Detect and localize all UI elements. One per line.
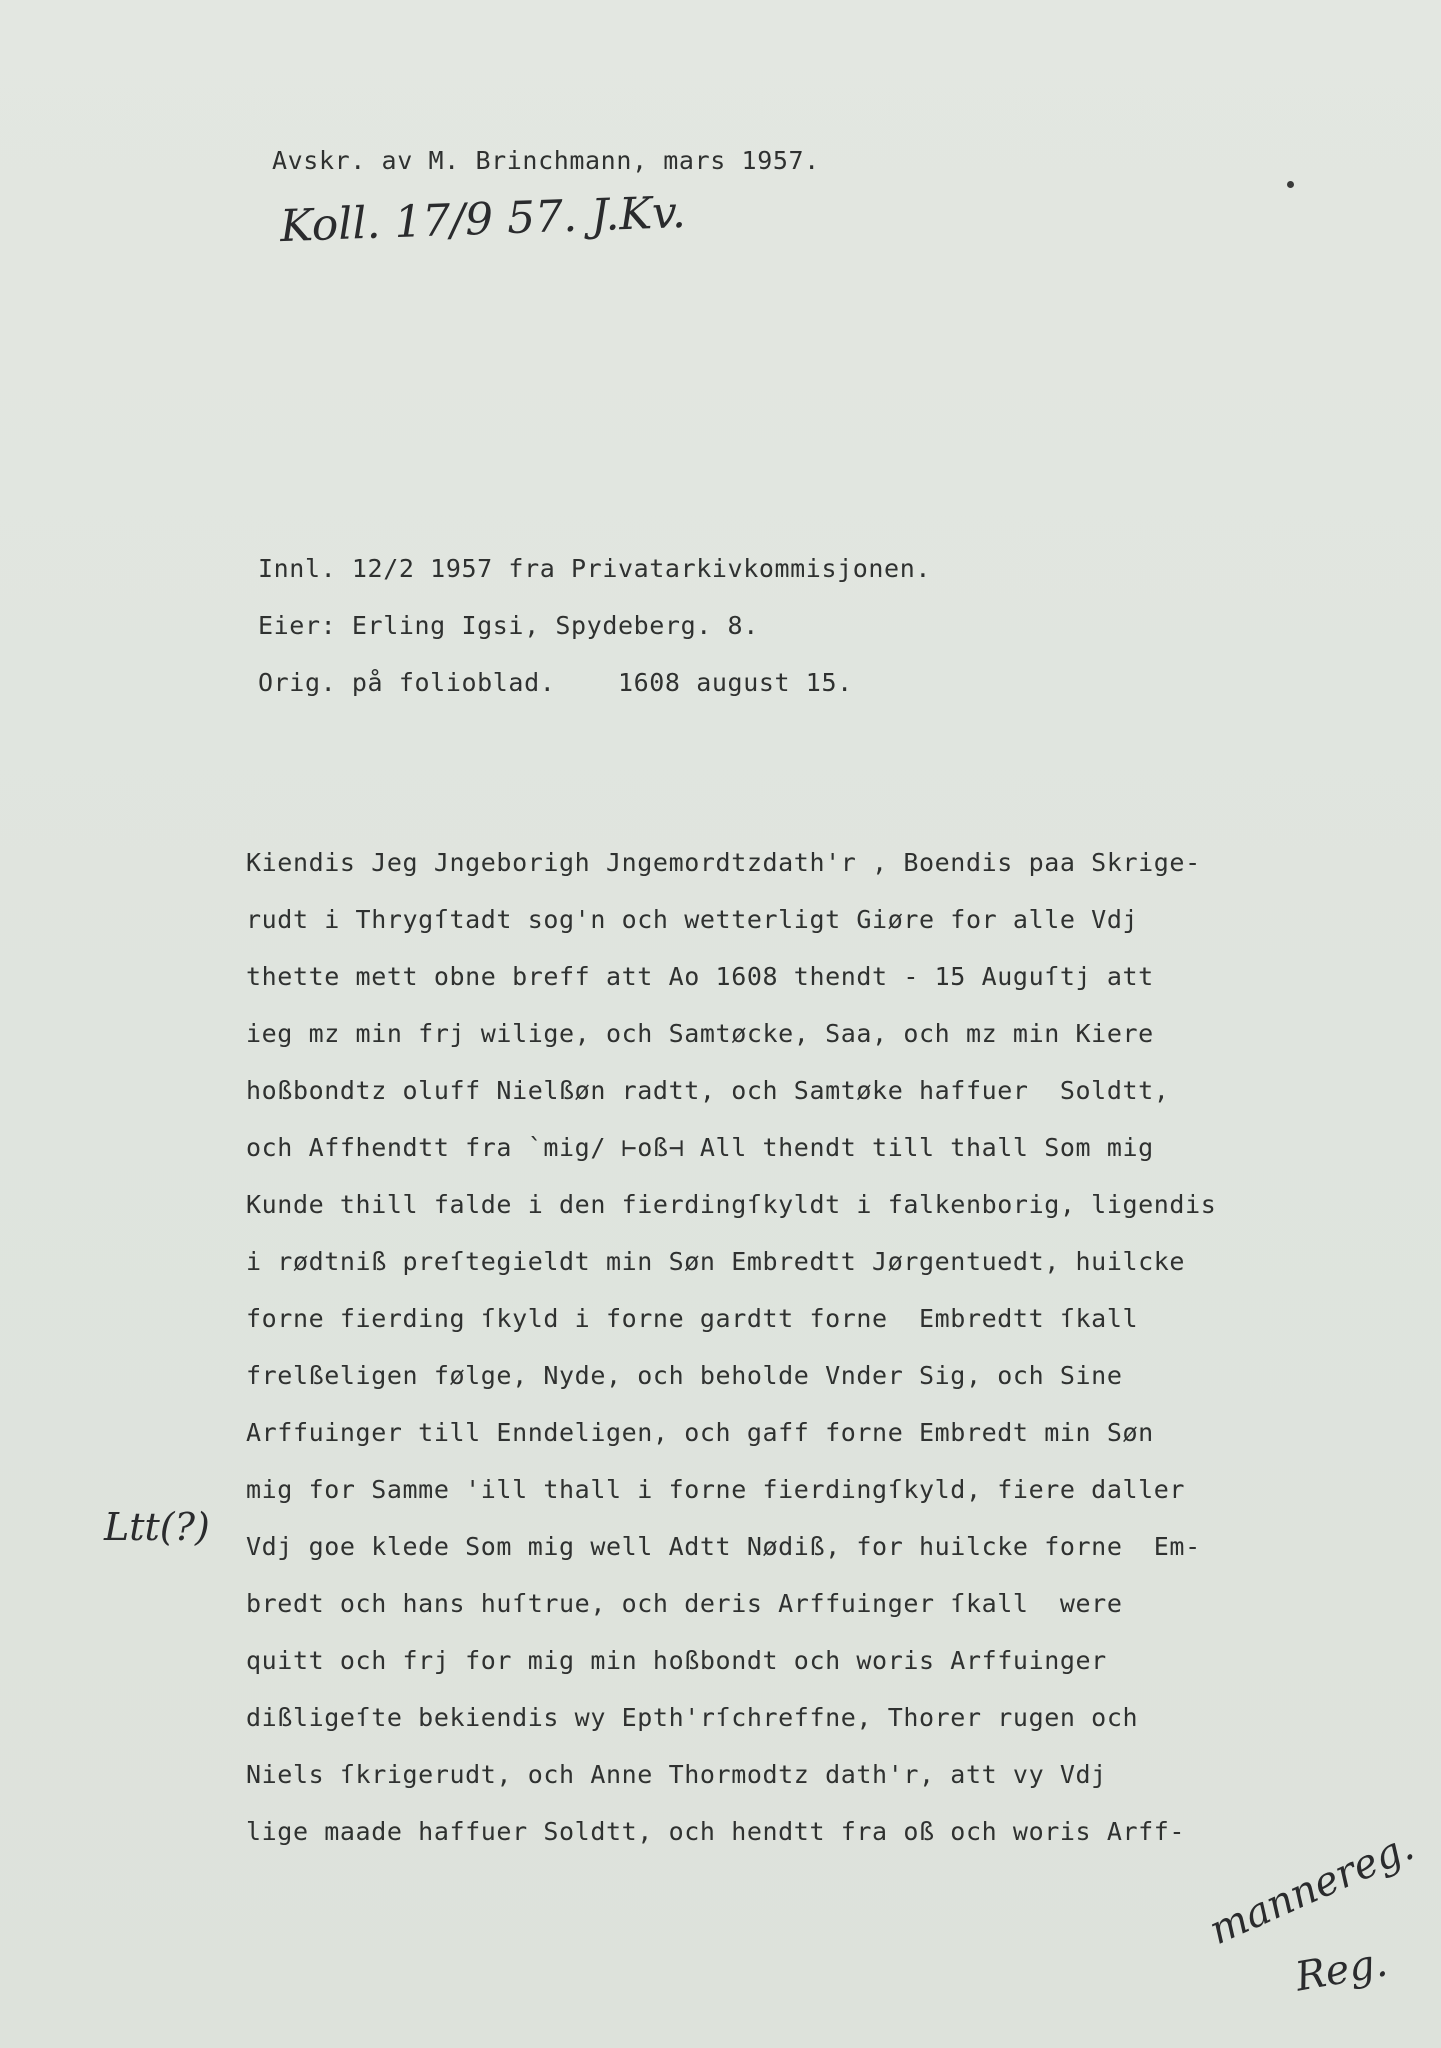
- margin-note-left: Ltt(?): [104, 1505, 210, 1549]
- body-line: quitt och frj for mig min hoßbondt och woris Arffuinger: [246, 1646, 1107, 1675]
- body-line: Kunde thill falde i den fierdingſkyldt i falkenborig, ligendis: [246, 1190, 1217, 1219]
- handwritten-check-note: Koll. 17/9 57. J.Kv.: [279, 186, 687, 253]
- body-line: hoßbondtz oluff Nielßøn radtt, och Samtøke haffuer Soldtt,: [246, 1076, 1170, 1105]
- transcription-note: Avskr. av M. Brinchmann, mars 1957.: [272, 146, 820, 175]
- body-line: dißligeſte bekiendis wy Epth'rſchreffne, Thorer rugen och: [246, 1703, 1139, 1732]
- body-line: Kiendis Jeg Jngeborigh Jngemordtzdath'r , Boendis paa Skrige-: [246, 848, 1201, 877]
- owner-line: Eier: Erling Igsi, Spydeberg. 8.: [258, 611, 759, 640]
- ink-dot: [1287, 181, 1294, 188]
- body-line: i rødtniß preſtegieldt min Søn Embredtt Jørgentuedt, huilcke: [246, 1247, 1186, 1276]
- body-line: Arffuinger till Enndeligen, och gaff forne Embredt min Søn: [246, 1418, 1154, 1447]
- body-line: lige maade haffuer Soldtt, och hendtt fra oß och woris Arff-: [246, 1817, 1186, 1846]
- body-line: ieg mz min frj wilige, och Samtøcke, Saa, och mz min Kiere: [246, 1019, 1154, 1048]
- body-line: och Affhendtt fra `mig/ ⊢oß⊣ All thendt till thall Som mig: [246, 1133, 1154, 1162]
- body-line: forne fierding ſkyld i forne gardtt forne Embredtt ſkall: [246, 1304, 1139, 1333]
- body-line: bredt och hans huſtrue, och deris Arffuinger ſkall were: [246, 1589, 1123, 1618]
- body-line: frelßeligen følge, Nyde, och beholde Vnder Sig, och Sine: [246, 1361, 1123, 1390]
- margin-note-bottom-right-2: Reg.: [1292, 1939, 1391, 2001]
- body-line: Niels ſkrigerudt, och Anne Thormodtz dath'r, att vy Vdj: [246, 1760, 1107, 1789]
- body-line: thette mett obne breff att Ao 1608 thendt - 15 Auguſtj att: [246, 962, 1154, 991]
- original-line: Orig. på folioblad. 1608 august 15.: [258, 668, 853, 697]
- body-line: mig for Samme 'ill thall i forne fierdingſkyld, fiere daller: [246, 1475, 1186, 1504]
- body-line: Vdj goe klede Som mig well Adtt Nødiß, for huilcke forne Em-: [246, 1532, 1201, 1561]
- body-line: rudt i Thrygſtadt sog'n och wetterligt Giøre for alle Vdj: [246, 905, 1139, 934]
- received-line: Innl. 12/2 1957 fra Privatarkivkommisjonen.: [258, 554, 932, 583]
- margin-note-bottom-right-1: mannereg.: [1202, 1823, 1421, 1955]
